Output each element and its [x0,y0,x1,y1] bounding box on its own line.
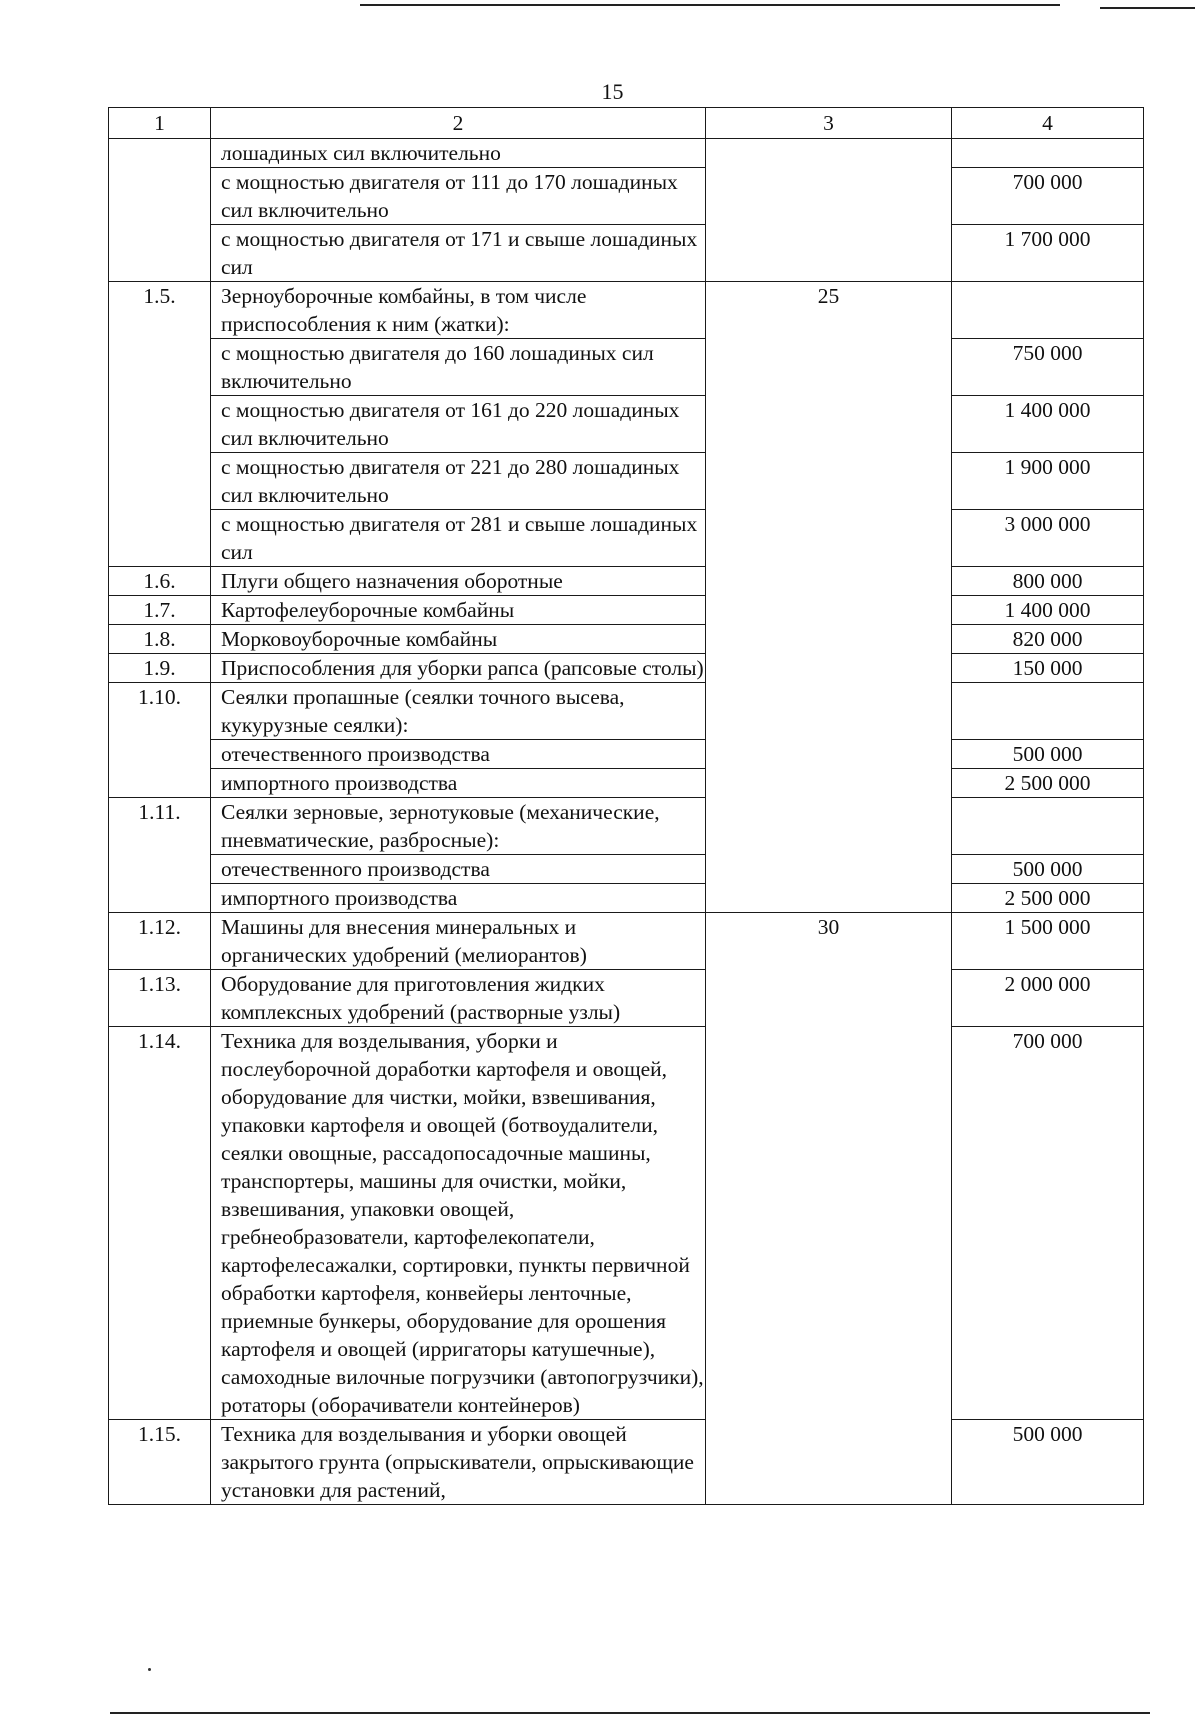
description-cell: импортного производства [211,884,706,913]
amount-cell [952,683,1144,740]
description-cell: с мощностью двигателя от 171 и свыше лошадиных сил [211,225,706,282]
scan-artifact-bottom [110,1712,1150,1714]
table-row [109,282,1144,339]
table-row [109,740,1144,769]
amount-cell: 1 500 000 [952,913,1144,970]
amount-cell: 500 000 [952,1420,1144,1505]
table-row [109,339,1144,396]
amount-cell [952,282,1144,339]
table-row [109,139,1144,168]
table-row [109,769,1144,798]
table-header-row [109,108,1144,139]
amount-cell: 1 700 000 [952,225,1144,282]
table-row [109,970,1144,1027]
row-number-cell: 1.13. [109,970,211,1027]
header-col-1: 1 [109,108,211,139]
scan-speck [148,1668,151,1671]
amount-cell: 2 500 000 [952,884,1144,913]
amount-cell: 3 000 000 [952,510,1144,567]
row-number-cell: 1.7. [109,596,211,625]
description-cell: Плуги общего назначения оборотные [211,567,706,596]
description-cell: с мощностью двигателя от 281 и свыше лошадиных сил [211,510,706,567]
description-cell: с мощностью двигателя от 161 до 220 лошадиных сил включительно [211,396,706,453]
table-row [109,567,1144,596]
row-number-cell: 1.10. [109,683,211,798]
table-row [109,225,1144,282]
amount-cell: 750 000 [952,339,1144,396]
equipment-price-table [108,107,1144,1505]
row-number-cell: 1.5. [109,282,211,567]
description-cell: Сеялки пропашные (сеялки точного высева, кукурузные сеялки): [211,683,706,740]
description-cell: Морковоуборочные комбайны [211,625,706,654]
description-cell: Оборудование для приготовления жидких комплексных удобрений (растворные узлы) [211,970,706,1027]
table-row [109,913,1144,970]
row-number-cell: 1.11. [109,798,211,913]
description-cell: Машины для внесения минеральных и органических удобрений (мелиорантов) [211,913,706,970]
table-row [109,510,1144,567]
page-number: 15 [601,79,624,104]
description-cell: с мощностью двигателя от 221 до 280 лошадиных сил включительно [211,453,706,510]
row-number-cell: 1.14. [109,1027,211,1420]
description-cell: импортного производства [211,769,706,798]
header-col-4: 4 [952,108,1144,139]
table-row [109,683,1144,740]
description-cell: Сеялки зерновые, зернотуковые (механические, пневматические, разбросные): [211,798,706,855]
amount-cell: 1 400 000 [952,396,1144,453]
amount-cell: 1 400 000 [952,596,1144,625]
description-cell: Картофелеуборочные комбайны [211,596,706,625]
table-row [109,396,1144,453]
description-cell: Техника для возделывания и уборки овощей закрытого грунта (опрыскиватели, опрыскивающие установки для растений, [211,1420,706,1505]
header-col-3: 3 [706,108,952,139]
header-col-2: 2 [211,108,706,139]
amount-cell: 2 500 000 [952,769,1144,798]
row-number-cell: 1.15. [109,1420,211,1505]
rate-cell [706,139,952,282]
description-cell: отечественного производства [211,740,706,769]
table-row [109,798,1144,855]
amount-cell: 700 000 [952,1027,1144,1420]
description-cell: Зерноуборочные комбайны, в том числе приспособления к ним (жатки): [211,282,706,339]
table-row [109,654,1144,683]
amount-cell: 700 000 [952,168,1144,225]
description-cell: с мощностью двигателя до 160 лошадиных сил включительно [211,339,706,396]
description-cell: с мощностью двигателя от 111 до 170 лошадиных сил включительно [211,168,706,225]
row-number-cell: 1.8. [109,625,211,654]
table-row [109,453,1144,510]
rate-cell: 30 [706,913,952,1505]
table-row [109,1027,1144,1420]
table-row [109,625,1144,654]
amount-cell [952,139,1144,168]
amount-cell [952,798,1144,855]
description-cell: лошадиных сил включительно [211,139,706,168]
row-number-cell [109,139,211,282]
amount-cell: 800 000 [952,567,1144,596]
table-row [109,855,1144,884]
description-cell: Техника для возделывания, уборки и послеуборочной доработки картофеля и овощей, оборудование для чистки, мойки, взвешивания, упаковки картофеля и овощей (ботвоудалители, сеялки овощные, рассадопосадочные машины, транспортеры, машины для очистки, мойки, взвешивания, упаковки овощей, гребнеобразователи, картофелекопатели, картофелесажалки, сортировки, пункты первичной обработки картофеля, конвейеры ленточные, приемные бункеры, оборудование для орошения картофеля и овощей (ирригаторы катушечные), самоходные вилочные погрузчики (автопогрузчики), ротаторы (оборачиватели контейнеров) [211,1027,706,1420]
description-cell: Приспособления для уборки рапса (рапсовые столы) [211,654,706,683]
scan-artifact-top-right [1100,7,1195,9]
description-cell: отечественного производства [211,855,706,884]
table-row [109,596,1144,625]
amount-cell: 500 000 [952,740,1144,769]
rate-cell: 25 [706,282,952,913]
row-number-cell: 1.9. [109,654,211,683]
amount-cell: 1 900 000 [952,453,1144,510]
row-number-cell: 1.12. [109,913,211,970]
amount-cell: 150 000 [952,654,1144,683]
amount-cell: 2 000 000 [952,970,1144,1027]
table-row [109,168,1144,225]
amount-cell: 500 000 [952,855,1144,884]
row-number-cell: 1.6. [109,567,211,596]
scan-artifact-top [360,4,1060,6]
table-row [109,1420,1144,1505]
amount-cell: 820 000 [952,625,1144,654]
table-row [109,884,1144,913]
